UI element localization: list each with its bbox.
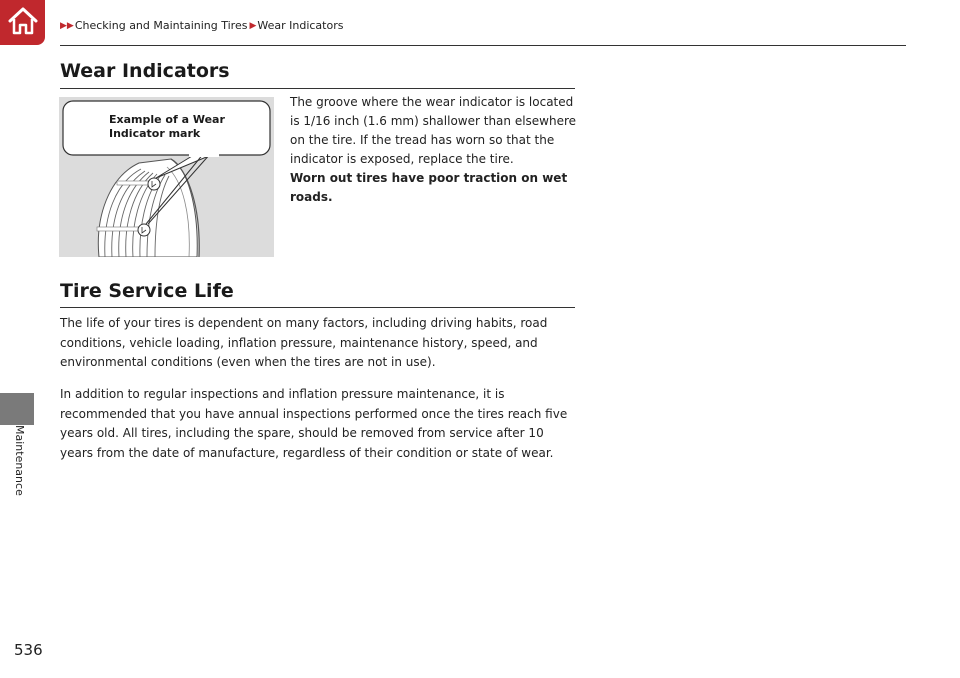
wear-indicator-warning: Worn out tires have poor traction on wet roads. <box>290 171 568 204</box>
wear-indicator-body: The groove where the wear indicator is located is 1/16 inch (1.6 mm) shallower than elsewhere on the tire. If the tread has worn so that the indicator is exposed, replace the tire. <box>290 95 577 166</box>
page-number: 536 <box>14 641 43 659</box>
home-icon <box>7 6 39 40</box>
tire-illustration <box>59 97 274 257</box>
breadcrumb <box>60 19 343 32</box>
section-label: Maintenance <box>13 425 26 496</box>
wear-indicator-text <box>290 93 580 207</box>
breadcrumb-link-wear[interactable]: Wear Indicators <box>257 19 344 32</box>
service-life-paragraph-2: In addition to regular inspections and inflation pressure maintenance, it is recommended that you have annual inspections performed once the tires reach five years old. All tires, including the spare, should be removed from service after 10 years from the date of manufacture, regardless of their condition or state of wear. <box>60 387 568 460</box>
header-divider <box>60 45 906 46</box>
arrow-right-icon: ▶▶ <box>60 20 74 31</box>
arrow-right-icon: ▶ <box>249 20 257 31</box>
home-button[interactable] <box>0 0 45 45</box>
section-divider <box>60 307 575 308</box>
section-title-wear-indicators: Wear Indicators <box>60 60 230 82</box>
section-divider <box>60 88 575 89</box>
section-title-tire-service-life: Tire Service Life <box>60 280 234 302</box>
figure-caption: Example of a Wear Indicator mark <box>109 113 225 140</box>
section-tab[interactable] <box>0 393 34 425</box>
service-life-paragraph-1: The life of your tires is dependent on many factors, including driving habits, road conditions, vehicle loading, inflation pressure, maintenance history, speed, and environmental conditions (even when the tires are not in use). <box>60 316 548 369</box>
breadcrumb-link-tires[interactable]: Checking and Maintaining Tires <box>74 19 248 32</box>
